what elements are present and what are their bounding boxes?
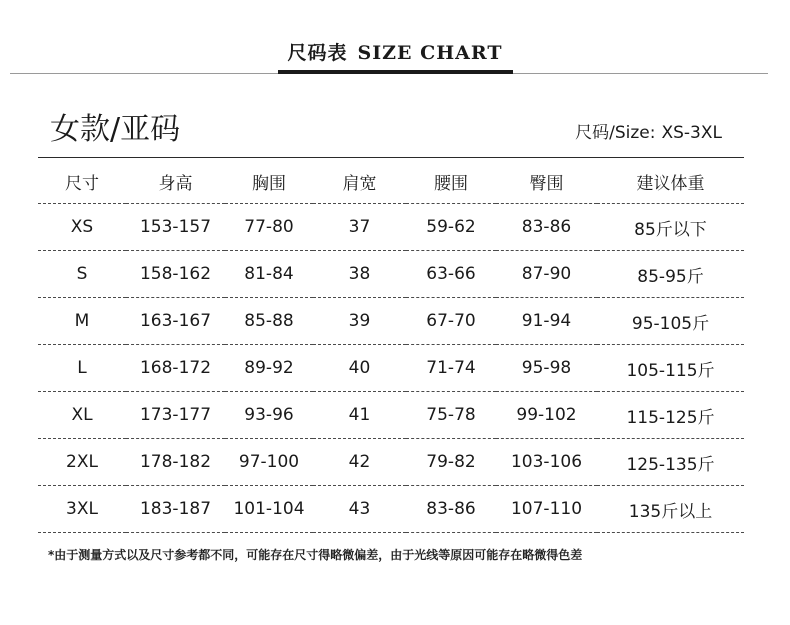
table-top-rule (38, 157, 744, 158)
title-english: SIZE CHART (357, 42, 503, 64)
column-header-size: 尺寸 (38, 159, 126, 204)
table-cell: 85-88 (225, 298, 313, 345)
table-cell: 37 (313, 204, 406, 251)
header-accent-bar (278, 70, 513, 74)
table-cell: 59-62 (406, 204, 496, 251)
table-cell: XL (38, 392, 126, 439)
table-cell: 101-104 (225, 486, 313, 533)
table-cell: 83-86 (496, 204, 597, 251)
table-cell: 43 (313, 486, 406, 533)
section-title: 女款/亚码 (50, 112, 181, 147)
size-range-value: XS-3XL (661, 123, 722, 143)
column-header-bust: 胸围 (225, 159, 313, 204)
table-cell: 97-100 (225, 439, 313, 486)
table-row (38, 345, 744, 392)
table-cell: 63-66 (406, 251, 496, 298)
size-table (38, 159, 744, 533)
table-cell: 153-157 (126, 204, 225, 251)
table-cell: 41 (313, 392, 406, 439)
table-cell: 67-70 (406, 298, 496, 345)
column-header-weight: 建议体重 (597, 159, 744, 204)
table-cell: 87-90 (496, 251, 597, 298)
table-cell: 38 (313, 251, 406, 298)
table-cell: M (38, 298, 126, 345)
table-cell: 2XL (38, 439, 126, 486)
page-title (0, 38, 790, 65)
table-cell: 115-125斤 (597, 392, 744, 439)
table-row (38, 204, 744, 251)
table-cell: 81-84 (225, 251, 313, 298)
table-cell: 85斤以下 (597, 204, 744, 251)
table-cell: 42 (313, 439, 406, 486)
size-label: 尺码/Size: (575, 123, 656, 143)
table-row (38, 439, 744, 486)
table-cell: 77-80 (225, 204, 313, 251)
table-cell: 135斤以上 (597, 486, 744, 533)
table-cell: 158-162 (126, 251, 225, 298)
table-cell: 168-172 (126, 345, 225, 392)
column-header-shoulder: 肩宽 (313, 159, 406, 204)
table-cell: 91-94 (496, 298, 597, 345)
table-cell: 103-106 (496, 439, 597, 486)
table-cell: 40 (313, 345, 406, 392)
table-cell: 125-135斤 (597, 439, 744, 486)
table-cell: 75-78 (406, 392, 496, 439)
table-cell: 85-95斤 (597, 251, 744, 298)
table-cell: 107-110 (496, 486, 597, 533)
column-header-waist: 腰围 (406, 159, 496, 204)
table-cell: 105-115斤 (597, 345, 744, 392)
table-cell: 178-182 (126, 439, 225, 486)
table-cell: 89-92 (225, 345, 313, 392)
table-cell: 95-98 (496, 345, 597, 392)
column-header-height: 身高 (126, 159, 225, 204)
table-cell: S (38, 251, 126, 298)
column-header-hip: 臀围 (496, 159, 597, 204)
measurement-footnote: *由于测量方式以及尺寸参考都不同，可能存在尺寸得略微偏差，由于光线等原因可能存在略微得色差 (48, 548, 583, 562)
size-range-label (575, 118, 722, 143)
table-cell: 39 (313, 298, 406, 345)
table-row (38, 251, 744, 298)
table-cell: 83-86 (406, 486, 496, 533)
table-cell: XS (38, 204, 126, 251)
table-cell: L (38, 345, 126, 392)
table-row (38, 392, 744, 439)
table-cell: 3XL (38, 486, 126, 533)
table-cell: 95-105斤 (597, 298, 744, 345)
table-cell: 163-167 (126, 298, 225, 345)
table-row (38, 486, 744, 533)
table-cell: 183-187 (126, 486, 225, 533)
title-chinese: 尺码表 (287, 42, 348, 64)
table-cell: 93-96 (225, 392, 313, 439)
table-row (38, 298, 744, 345)
table-cell: 71-74 (406, 345, 496, 392)
table-header-row (38, 159, 744, 204)
table-cell: 79-82 (406, 439, 496, 486)
table-cell: 173-177 (126, 392, 225, 439)
table-cell: 99-102 (496, 392, 597, 439)
